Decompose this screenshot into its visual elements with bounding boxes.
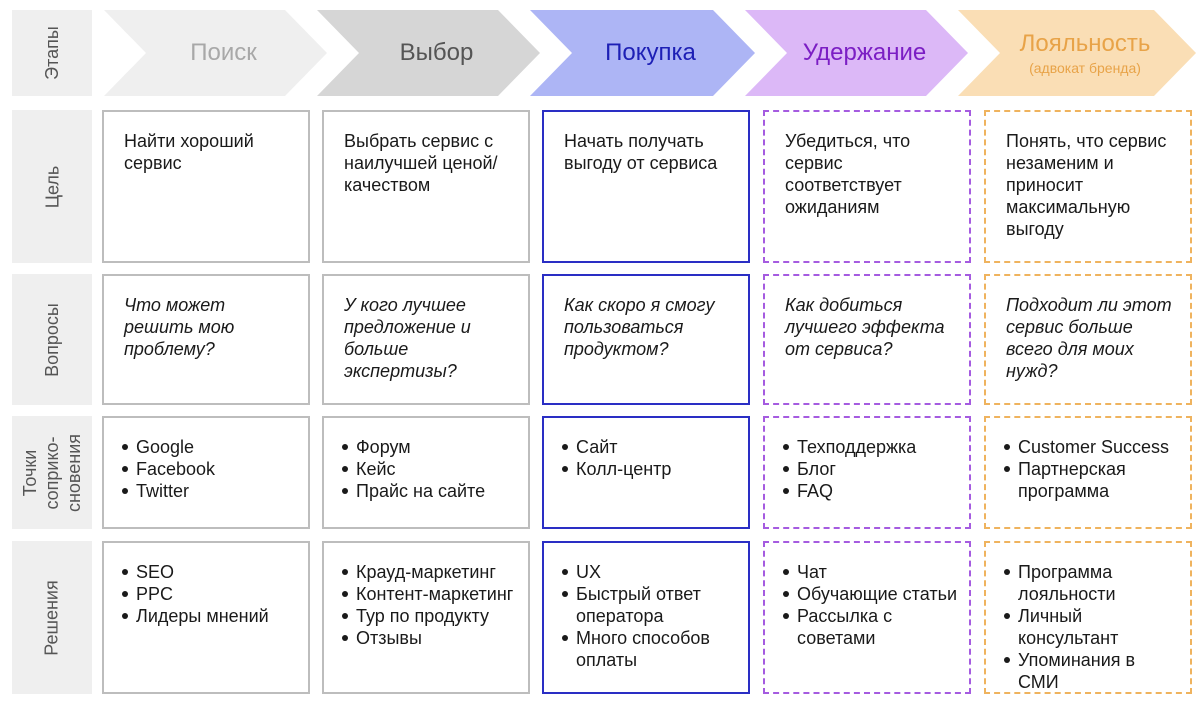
goal-text: Понять, что сервис незаменим и приносит максимальную выгоду: [1006, 131, 1167, 239]
cell-goal-4: [763, 110, 971, 263]
list-item: Личный консультант: [1004, 605, 1180, 649]
list-item: Колл-центр: [562, 458, 738, 480]
bullet-list: [344, 561, 518, 649]
question-text: Как скоро я смогу пользоваться продуктом?: [564, 295, 715, 359]
list-item: Программа лояльности: [1004, 561, 1180, 605]
cell-solutions-1: [102, 541, 310, 694]
stage-name: Удержание: [802, 39, 927, 66]
bullet-list: [1006, 561, 1180, 693]
cell-touchpoints-3: [542, 416, 750, 529]
list-item: Customer Success: [1004, 436, 1180, 458]
list-item: Быстрый ответ оператора: [562, 583, 738, 627]
row-label-goal-text: Цель: [41, 165, 62, 208]
bullet-list: [785, 561, 959, 649]
goal-text: Найти хороший сервис: [124, 131, 254, 173]
row-label-touchpoints-text: [19, 433, 85, 511]
list-item: Блог: [783, 458, 959, 480]
question-text: Подходит ли этот сервис больше всего для моих нужд?: [1006, 295, 1172, 381]
list-item: Facebook: [122, 458, 298, 480]
stage-name: Лояльность: [1019, 30, 1151, 57]
cell-touchpoints-1: [102, 416, 310, 529]
question-text: Что может решить мою проблему?: [124, 295, 235, 359]
bullet-list: [564, 436, 738, 480]
stage-name: Выбор: [399, 39, 474, 66]
bullet-list: [344, 436, 518, 502]
cell-solutions-5: [984, 541, 1192, 694]
list-item: Google: [122, 436, 298, 458]
row-label-touchpoints: [12, 416, 92, 529]
list-item: Лидеры мнений: [122, 605, 298, 627]
list-item: Техподдержка: [783, 436, 959, 458]
bullet-list: [1006, 436, 1180, 502]
cell-solutions-2: [322, 541, 530, 694]
list-item: Рассылка с советами: [783, 605, 959, 649]
cell-question-2: [322, 274, 530, 405]
stage-title-2: [327, 39, 547, 67]
list-item: Отзывы: [342, 627, 518, 649]
cell-goal-1: [102, 110, 310, 263]
list-item: Сайт: [562, 436, 738, 458]
stage-title-4: [755, 39, 975, 67]
list-item: UX: [562, 561, 738, 583]
goal-text: Начать получать выгоду от сервиса: [564, 131, 718, 173]
cell-goal-5: [984, 110, 1192, 263]
stage-title-3: [541, 39, 761, 67]
cell-goal-2: [322, 110, 530, 263]
touchpoints-label-line-3: сновения: [63, 433, 84, 512]
cell-question-3: [542, 274, 750, 405]
goal-text: Убедиться, что сервис соответствует ожиданиям: [785, 131, 911, 217]
cell-solutions-4: [763, 541, 971, 694]
question-text: У кого лучшее предложение и больше экспертизы?: [344, 295, 471, 381]
cell-solutions-3: [542, 541, 750, 694]
bullet-list: [124, 436, 298, 502]
stage-name: Покупка: [605, 39, 696, 66]
row-label-solutions: [12, 541, 92, 694]
touchpoints-label-line-1: Точки: [19, 449, 40, 496]
list-item: Тур по продукту: [342, 605, 518, 627]
cell-question-1: [102, 274, 310, 405]
cell-goal-3: [542, 110, 750, 263]
cell-touchpoints-4: [763, 416, 971, 529]
list-item: Форум: [342, 436, 518, 458]
touchpoints-label-line-2: соприко-: [41, 435, 62, 510]
list-item: Много способов оплаты: [562, 627, 738, 671]
row-label-questions-text: Вопросы: [41, 302, 62, 377]
bullet-list: [785, 436, 959, 502]
bullet-list: [564, 561, 738, 671]
row-label-questions: [12, 274, 92, 405]
cell-touchpoints-2: [322, 416, 530, 529]
row-label-stages-text: Этапы: [42, 26, 62, 80]
stage-name: Поиск: [190, 39, 257, 66]
list-item: Упоминания в СМИ: [1004, 649, 1180, 693]
list-item: Контент-маркетинг: [342, 583, 518, 605]
cell-question-5: [984, 274, 1192, 405]
bullet-list: [124, 561, 298, 627]
stage-title-1: [114, 39, 334, 67]
list-item: Партнерская программа: [1004, 458, 1180, 502]
list-item: Чат: [783, 561, 959, 583]
cell-question-4: [763, 274, 971, 405]
cell-touchpoints-5: [984, 416, 1192, 529]
row-label-goal: [12, 110, 92, 263]
list-item: SEO: [122, 561, 298, 583]
list-item: PPC: [122, 583, 298, 605]
list-item: FAQ: [783, 480, 959, 502]
stage-title-5: [975, 30, 1195, 76]
question-text: Как добиться лучшего эффекта от сервиса?: [785, 295, 945, 359]
list-item: Крауд-маркетинг: [342, 561, 518, 583]
list-item: Обучающие статьи: [783, 583, 959, 605]
stage-subtitle: (адвокат бренда): [1029, 60, 1141, 76]
row-label-solutions-text: Решения: [41, 579, 62, 656]
list-item: Кейс: [342, 458, 518, 480]
list-item: Twitter: [122, 480, 298, 502]
goal-text: Выбрать сервис с наилучшей ценой/качеством: [344, 131, 498, 195]
list-item: Прайс на сайте: [342, 480, 518, 502]
